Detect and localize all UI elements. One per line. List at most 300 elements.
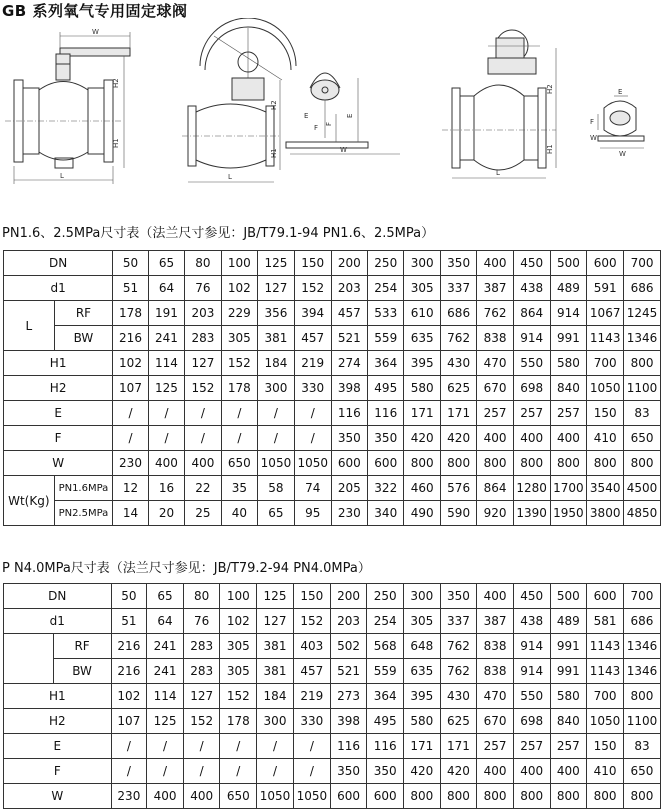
table-cell: 305 [404,276,440,301]
table-cell: 3800 [587,501,624,526]
table-row [4,634,661,659]
table-cell: 438 [513,609,550,634]
table-cell: 521 [330,659,367,684]
table-cell: 800 [404,451,440,476]
row-group-label: Wt(Kg) [4,476,55,526]
dim-w-label-2: W [590,134,597,142]
table-cell: 550 [513,351,550,376]
table-cell: 864 [513,301,550,326]
dim-h1-label: H1 [546,144,554,154]
table-cell: 254 [368,276,404,301]
table-cell: 125 [257,584,294,609]
table-cell: 322 [368,476,404,501]
row-label: E [4,401,113,426]
dim-h1-label: H1 [112,138,120,148]
dim-h2-label: H2 [546,84,554,94]
table-cell: 1143 [587,659,624,684]
table-cell: 241 [147,634,184,659]
table-cell: 257 [477,401,513,426]
table-cell: 698 [513,709,550,734]
table-row [4,684,661,709]
table-cell: 800 [477,451,513,476]
dim-w-label: W [92,28,99,36]
table-cell: 387 [477,609,514,634]
table-cell: / [183,759,220,784]
table-cell: 25 [185,501,221,526]
table-cell: 400 [477,584,514,609]
table-cell: 171 [440,401,476,426]
table-cell: 533 [368,301,404,326]
table-cell: 489 [550,276,587,301]
table-cell: 273 [330,684,367,709]
table-cell: 991 [550,659,587,684]
row-label: RF [53,634,111,659]
table-cell: 914 [513,634,550,659]
table-cell: / [220,734,257,759]
table-cell: 14 [113,501,148,526]
table-cell: 460 [404,476,440,501]
table-cell: 400 [185,451,221,476]
table-cell: 800 [404,784,441,809]
dim-l-label: L [496,169,500,177]
table-cell: 600 [331,451,367,476]
table-cell: 457 [331,301,367,326]
table-cell: 490 [404,501,440,526]
table-cell: 305 [220,634,257,659]
table-cell: 398 [331,376,367,401]
table-cell: 800 [550,784,587,809]
table-cell: 1100 [623,709,660,734]
table-cell: 305 [404,609,441,634]
table-cell: 1050 [293,784,330,809]
table-cell: 450 [513,584,550,609]
table-cell: 762 [440,326,476,351]
table-cell: 200 [330,584,367,609]
table-cell: 340 [368,501,404,526]
table-cell: / [185,401,221,426]
table-cell: 4850 [624,501,661,526]
table-cell: 51 [111,609,147,634]
table-cell: 600 [368,451,404,476]
table-cell: 1346 [624,326,661,351]
table-cell: 387 [477,276,513,301]
table-cell: 35 [221,476,257,501]
table-cell: 152 [294,276,331,301]
table-cell: 420 [404,426,440,451]
table-cell: 230 [111,784,147,809]
table-cell: 650 [220,784,257,809]
table-cell: 364 [368,351,404,376]
table-cell: / [113,401,148,426]
table-cell: 16 [148,476,184,501]
table-cell: 470 [477,351,513,376]
table-cell: 95 [294,501,331,526]
row-label: RF [54,301,113,326]
table-cell: 350 [330,759,367,784]
table-cell: 350 [368,426,404,451]
table-cell: 762 [440,659,477,684]
row-label: d1 [4,609,112,634]
table-cell: 107 [113,376,148,401]
row-label: BW [53,659,111,684]
table-cell: 650 [623,759,660,784]
table-cell: 580 [404,376,440,401]
table-cell: 580 [404,709,441,734]
table-cell: 152 [220,684,257,709]
table-cell: 178 [221,376,257,401]
table-cell: 762 [477,301,513,326]
valve-drawings [0,18,661,188]
table-cell: 420 [404,759,441,784]
table-cell: 22 [185,476,221,501]
table-cell: 4500 [624,476,661,501]
table-cell: 102 [221,276,257,301]
table-row [4,784,661,809]
table-cell: 283 [183,659,220,684]
table-cell: 330 [293,709,330,734]
table-cell: 171 [404,734,441,759]
row-label: H2 [4,376,113,401]
table-cell: 76 [183,609,220,634]
table-cell: 350 [440,584,477,609]
table-cell: 254 [367,609,404,634]
table-cell: 800 [550,451,587,476]
table-cell: 800 [623,784,660,809]
table-cell: 152 [221,351,257,376]
table1-heading: PN1.6、2.5MPa尺寸表（法兰尺寸参见：JB/T79.1-94 PN1.6、2.5MPa） [2,226,435,241]
row-label: BW [54,326,113,351]
table-cell: 216 [111,634,147,659]
table-cell: 840 [550,709,587,734]
table-cell: 648 [404,634,441,659]
table-cell: 58 [258,476,295,501]
valve-drawing-large [442,30,556,178]
table-cell: 400 [477,759,514,784]
table-row [4,401,661,426]
pn16-25-dimension-table [3,250,661,526]
table-cell: / [185,426,221,451]
row-label: PN2.5MPa [54,501,113,526]
table-cell: 300 [258,376,295,401]
table-cell: 102 [220,609,257,634]
table-cell: 178 [113,301,148,326]
row-label: F [4,759,112,784]
table-cell: 184 [258,351,295,376]
table-cell: 114 [148,351,184,376]
table-cell: 420 [440,426,476,451]
table-cell: 1050 [257,784,294,809]
table-cell: 800 [587,784,624,809]
table-cell: 125 [258,251,295,276]
table-cell: 150 [587,734,624,759]
table-cell: 495 [368,376,404,401]
table-cell: 283 [183,634,220,659]
table-cell: 171 [404,401,440,426]
table-cell: 274 [331,351,367,376]
table-cell: 686 [440,301,476,326]
table-cell: 3540 [587,476,624,501]
table-cell: 635 [404,659,441,684]
table-cell: 381 [257,659,294,684]
table-cell: 356 [258,301,295,326]
table-cell: / [221,426,257,451]
table-cell: 102 [111,684,147,709]
table-cell: 257 [550,734,587,759]
table-cell: 116 [331,401,367,426]
table-cell: 489 [550,609,587,634]
dim-f-label: F [325,121,333,126]
table-cell: 337 [440,276,476,301]
table-cell: 216 [111,659,147,684]
table-cell: 350 [367,759,404,784]
table-cell: / [257,759,294,784]
table-cell: 381 [258,326,295,351]
table-cell: 116 [330,734,367,759]
table-cell: 438 [513,276,550,301]
table-cell: 184 [257,684,294,709]
table-cell: 216 [113,326,148,351]
dim-e-label: E [346,113,354,118]
table-cell: / [293,734,330,759]
table-row [4,276,661,301]
table-cell: / [221,401,257,426]
table-cell: / [148,426,184,451]
row-label: E [4,734,112,759]
table-cell: 600 [367,784,404,809]
table-cell: 700 [587,351,624,376]
table-cell: 457 [293,659,330,684]
row-label: d1 [4,276,113,301]
table-cell: 1390 [513,501,550,526]
table-cell: 500 [550,251,587,276]
table-cell: 400 [477,251,513,276]
table-cell: 580 [550,351,587,376]
table-cell: 330 [294,376,331,401]
dim-f-label-2: F [314,124,319,132]
table-cell: 635 [404,326,440,351]
table-cell: 457 [294,326,331,351]
table-cell: 203 [330,609,367,634]
table-cell: 100 [221,251,257,276]
table-cell: 80 [183,584,220,609]
table-cell: 205 [331,476,367,501]
table-cell: 1700 [550,476,587,501]
table-cell: 150 [294,251,331,276]
table-cell: 410 [587,426,624,451]
table-cell: 568 [367,634,404,659]
dim-f-label: F [590,118,595,126]
table-cell: 420 [440,759,477,784]
table-cell: 350 [331,426,367,451]
table-cell: 20 [148,501,184,526]
table-cell: 991 [550,634,587,659]
table-cell: 625 [440,376,476,401]
table-cell: 127 [257,609,294,634]
table-row [4,659,661,684]
table-cell: 580 [550,684,587,709]
table-cell: 1346 [623,659,660,684]
table-cell: 470 [477,684,514,709]
table-cell: 229 [221,301,257,326]
table-cell: 12 [113,476,148,501]
table-cell: / [258,401,295,426]
table-cell: 403 [293,634,330,659]
dim-h2-label: H2 [112,78,120,88]
table-cell: 1050 [294,451,331,476]
table-cell: 65 [148,251,184,276]
table-cell: 400 [183,784,220,809]
dim-h2-label: H2 [270,100,278,110]
table-cell: 50 [111,584,147,609]
table-cell: 400 [513,426,550,451]
table-cell: 300 [404,584,441,609]
table-cell: 500 [550,584,587,609]
table-cell: 581 [587,609,624,634]
table-cell: 364 [367,684,404,709]
table-cell: / [111,734,147,759]
table-cell: 430 [440,351,476,376]
table-cell: 914 [513,326,550,351]
table-cell: 219 [293,684,330,709]
table-cell: 670 [477,709,514,734]
table-cell: 178 [220,709,257,734]
table-cell: 102 [113,351,148,376]
dim-e-label-2: E [304,112,309,120]
actuator-detail-drawing [590,88,644,158]
table-cell: 576 [440,476,476,501]
table-row [4,426,661,451]
table-cell: 1143 [587,326,624,351]
table-cell: 914 [513,659,550,684]
table-cell: 610 [404,301,440,326]
valve-drawing-gear [182,18,296,182]
table-cell: / [294,401,331,426]
table-cell: 127 [183,684,220,709]
table-cell: 591 [587,276,624,301]
table-cell: 1280 [513,476,550,501]
table-cell: / [183,734,220,759]
table-cell: 838 [477,326,513,351]
table-cell: 521 [331,326,367,351]
table-cell: 1245 [624,301,661,326]
table-cell: / [147,759,184,784]
table-cell: 203 [331,276,367,301]
table-cell: 800 [513,451,550,476]
row-label: W [4,451,113,476]
table-cell: 670 [477,376,513,401]
table-cell: 1100 [624,376,661,401]
table-row [4,301,661,326]
table-row [4,376,661,401]
table-cell: 337 [440,609,477,634]
table-cell: 430 [440,684,477,709]
row-label: H2 [4,709,112,734]
table-cell: 203 [185,301,221,326]
table-row [4,326,661,351]
table-cell: 395 [404,684,441,709]
table-cell: 450 [513,251,550,276]
table-cell: 800 [440,784,477,809]
table-cell: 200 [331,251,367,276]
table-cell: 840 [550,376,587,401]
table-cell: / [147,734,184,759]
table-cell: 250 [368,251,404,276]
table-cell: 150 [293,584,330,609]
table-cell: 116 [367,734,404,759]
row-label: DN [4,251,113,276]
table-cell: 300 [257,709,294,734]
table-cell: 241 [148,326,184,351]
table-cell: 127 [258,276,295,301]
table-cell: 65 [258,501,295,526]
table-cell: 257 [513,734,550,759]
dim-l-label: L [228,173,232,181]
table-cell: 1143 [587,634,624,659]
table-cell: 495 [367,709,404,734]
table-cell: 191 [148,301,184,326]
table-cell: 250 [367,584,404,609]
table-cell: / [258,426,295,451]
table-cell: 800 [440,451,476,476]
table-row [4,351,661,376]
row-label: F [4,426,113,451]
dim-h1-label: H1 [270,148,278,158]
row-label: H1 [4,684,112,709]
table-cell: / [111,759,147,784]
table-cell: 394 [294,301,331,326]
table-cell: 600 [587,251,624,276]
table-cell: 76 [185,276,221,301]
table-cell: 1050 [258,451,295,476]
table-cell: 600 [330,784,367,809]
pn40-dimension-table [3,583,661,809]
table-cell: 1067 [587,301,624,326]
table-cell: 257 [550,401,587,426]
table-cell: 800 [587,451,624,476]
valve-drawing-lever [5,28,130,184]
table-cell: 107 [111,709,147,734]
table-cell: 625 [440,709,477,734]
table-cell: 700 [624,251,661,276]
table-cell: 590 [440,501,476,526]
dim-w-label: W [619,150,626,158]
table-cell: 125 [148,376,184,401]
gearbox-detail-drawing [286,73,400,154]
row-group-label: L [4,301,55,351]
table-cell: 127 [185,351,221,376]
table-cell: 171 [440,734,477,759]
table-cell: 65 [147,584,184,609]
table-cell: / [220,759,257,784]
table-cell: 83 [624,401,661,426]
table-cell: 838 [477,659,514,684]
table-cell: 700 [623,584,660,609]
table-cell: 150 [587,401,624,426]
table-cell: 257 [513,401,550,426]
table-cell: 698 [513,376,550,401]
table-cell: 762 [440,634,477,659]
table-cell: / [148,401,184,426]
table-cell: / [293,759,330,784]
dim-e-label: E [618,88,623,96]
table-cell: / [294,426,331,451]
table-cell: 650 [221,451,257,476]
table-cell: 800 [513,784,550,809]
table-cell: 219 [294,351,331,376]
table-cell: 400 [148,451,184,476]
table-cell: 650 [624,426,661,451]
table-cell: 1950 [550,501,587,526]
